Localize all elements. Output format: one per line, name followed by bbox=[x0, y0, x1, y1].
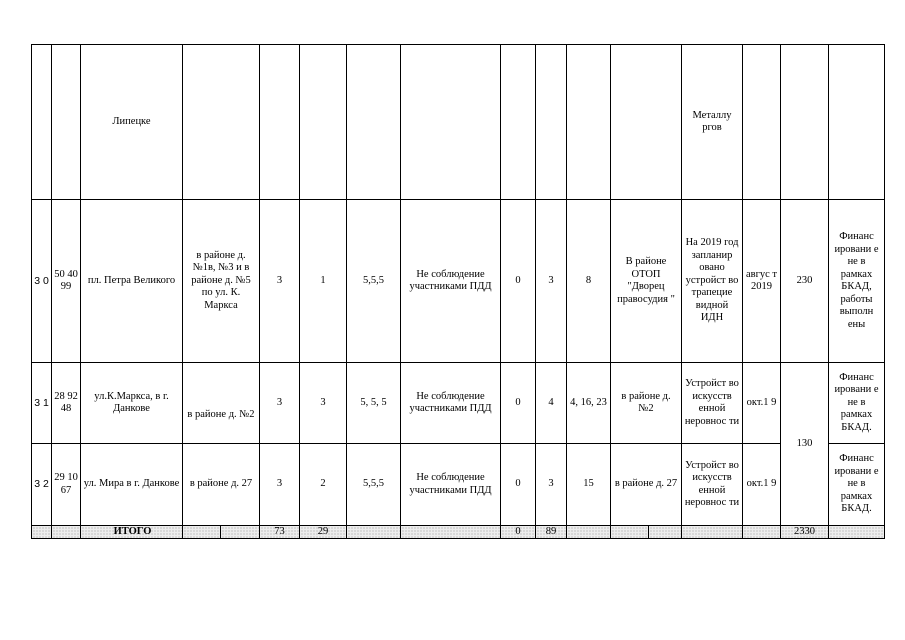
cell-c9 bbox=[501, 45, 536, 200]
cell-c10: 4 bbox=[536, 363, 567, 444]
cell-code: 28 92 48 bbox=[52, 363, 81, 444]
cell-object bbox=[611, 45, 682, 200]
table-row-30 bbox=[32, 200, 885, 363]
cell-c7 bbox=[347, 526, 401, 539]
cell-street: ул. Мира в г. Данкове bbox=[81, 444, 183, 526]
cell-c11: 8 bbox=[567, 200, 611, 363]
table-row-32 bbox=[32, 444, 885, 526]
cell-object: в районе д. №2 bbox=[611, 363, 682, 444]
cell-cost bbox=[781, 45, 829, 200]
cell-c5: 3 bbox=[260, 363, 300, 444]
cell-location: в районе д. 27 bbox=[183, 444, 260, 526]
cell-c5: 3 bbox=[260, 444, 300, 526]
cell-location bbox=[183, 45, 260, 200]
cell-reason: Не соблюдение участниками ПДД bbox=[401, 363, 501, 444]
data-table bbox=[31, 44, 885, 539]
cell-street: пл. Петра Великого bbox=[81, 200, 183, 363]
cell-c11 bbox=[567, 526, 611, 539]
cell-c6: 1 bbox=[300, 200, 347, 363]
cell-c11: 4, 16, 23 bbox=[567, 363, 611, 444]
cell-object: В районе ОТОП "Дворец правосудия " bbox=[611, 200, 682, 363]
cell-n bbox=[32, 526, 52, 539]
cell-measure bbox=[682, 526, 743, 539]
cell-c11 bbox=[567, 45, 611, 200]
cell-location: в районе д. №1в, №3 и в районе д. №5 по ул. К. Маркса bbox=[183, 200, 260, 363]
cell-reason: Не соблюдение участниками ПДД bbox=[401, 200, 501, 363]
cell-code: 29 10 67 bbox=[52, 444, 81, 526]
cell-c7 bbox=[347, 45, 401, 200]
cell-c6: 2 bbox=[300, 444, 347, 526]
cell-note: Финанс ировани е не в рамках БКАД, работы выполн ены bbox=[829, 200, 885, 363]
cell-cost-merged: 130 bbox=[781, 363, 829, 526]
table-row-prev bbox=[32, 45, 885, 200]
cell-c6: 3 bbox=[300, 363, 347, 444]
cell-reason bbox=[401, 526, 501, 539]
cell-c9: 0 bbox=[501, 363, 536, 444]
cell-object-a bbox=[611, 526, 649, 539]
cell-date: авгус т 2019 bbox=[743, 200, 781, 363]
cell-code bbox=[52, 526, 81, 539]
cell-location-b bbox=[221, 526, 260, 539]
cell-measure: Устройст во искусств енной неровнос ти bbox=[682, 444, 743, 526]
cell-reason: Не соблюдение участниками ПДД bbox=[401, 444, 501, 526]
cell-reason bbox=[401, 45, 501, 200]
cell-note: Финанс ировани е не в рамках БКАД. bbox=[829, 363, 885, 444]
cell-c7: 5,5,5 bbox=[347, 200, 401, 363]
cell-note bbox=[829, 526, 885, 539]
cell-note: Финанс ировани е не в рамках БКАД. bbox=[829, 444, 885, 526]
cell-object-b bbox=[649, 526, 682, 539]
cell-c6 bbox=[300, 45, 347, 200]
total-c10: 89 bbox=[536, 526, 567, 539]
cell-measure: На 2019 год запланир овано устройст во трапецие видной ИДН bbox=[682, 200, 743, 363]
cell-code bbox=[52, 45, 81, 200]
cell-street: ул.К.Маркса, в г. Данкове bbox=[81, 363, 183, 444]
cell-c11: 15 bbox=[567, 444, 611, 526]
cell-date: окт.1 9 bbox=[743, 363, 781, 444]
cell-n bbox=[32, 45, 52, 200]
total-c9: 0 bbox=[501, 526, 536, 539]
cell-cost: 230 bbox=[781, 200, 829, 363]
cell-n: 3 1 bbox=[32, 363, 52, 444]
cell-date: окт.1 9 bbox=[743, 444, 781, 526]
cell-note bbox=[829, 45, 885, 200]
cell-measure: Устройст во искусств енной неровнос ти bbox=[682, 363, 743, 444]
cell-street: Липецке bbox=[81, 45, 183, 200]
cell-location-a bbox=[183, 526, 221, 539]
total-c5: 73 bbox=[260, 526, 300, 539]
table-row-31 bbox=[32, 363, 885, 444]
cell-c5 bbox=[260, 45, 300, 200]
cell-object: в районе д. 27 bbox=[611, 444, 682, 526]
cell-c10: 3 bbox=[536, 200, 567, 363]
total-cost: 2330 bbox=[781, 526, 829, 539]
total-label: ИТОГО bbox=[81, 526, 183, 539]
cell-c5: 3 bbox=[260, 200, 300, 363]
cell-date bbox=[743, 45, 781, 200]
cell-c7: 5, 5, 5 bbox=[347, 363, 401, 444]
total-c6: 29 bbox=[300, 526, 347, 539]
cell-c7: 5,5,5 bbox=[347, 444, 401, 526]
cell-date bbox=[743, 526, 781, 539]
cell-c10: 3 bbox=[536, 444, 567, 526]
cell-measure: Металлу ргов bbox=[682, 45, 743, 200]
cell-c9: 0 bbox=[501, 200, 536, 363]
cell-n: 3 2 bbox=[32, 444, 52, 526]
cell-c9: 0 bbox=[501, 444, 536, 526]
cell-c10 bbox=[536, 45, 567, 200]
cell-code: 50 40 99 bbox=[52, 200, 81, 363]
cell-n: 3 0 bbox=[32, 200, 52, 363]
cell-location: в районе д. №2 bbox=[183, 363, 260, 444]
total-row bbox=[32, 526, 885, 539]
